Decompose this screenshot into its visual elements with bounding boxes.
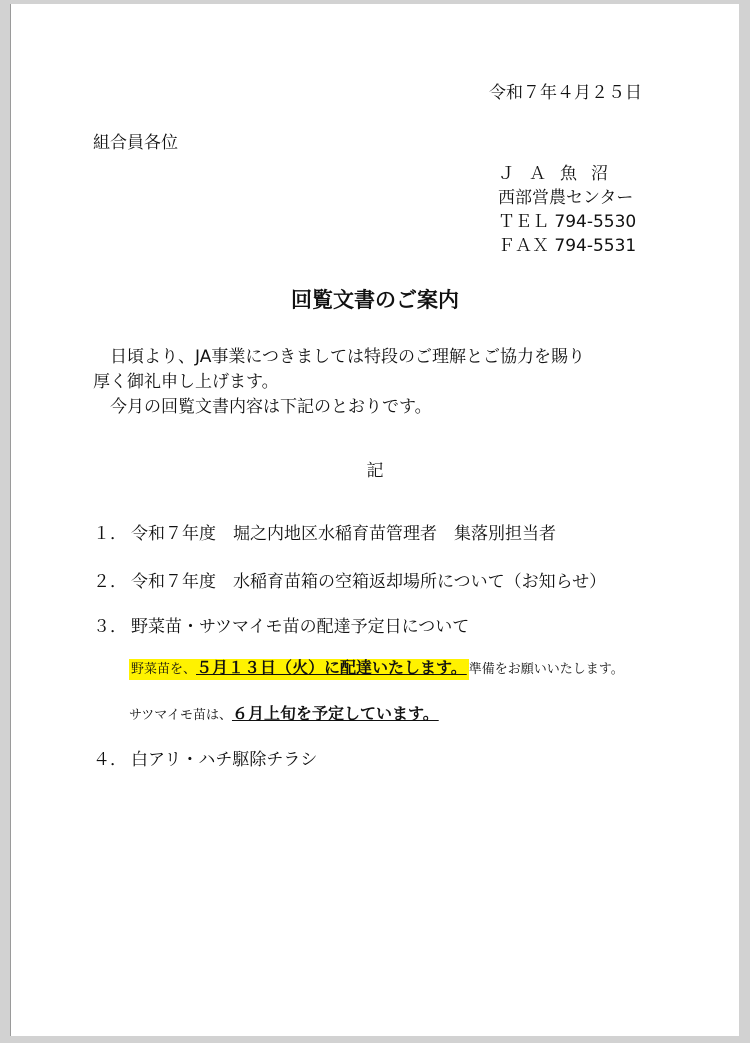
item-number: ２． (93, 572, 127, 592)
item-text: 白アリ・ハチ駆除チラシ (131, 750, 318, 770)
document-title: 回覧文書のご案内 (291, 288, 459, 312)
schedule-emphasis: ６月上旬を予定しています。 (231, 704, 439, 723)
highlighted-notice (129, 659, 469, 680)
item-number: ３． (93, 617, 127, 637)
item-number: １． (93, 524, 127, 544)
sweet-potato-note (129, 701, 439, 724)
greeting-text (93, 345, 585, 420)
item-text: 野菜苗・サツマイモ苗の配達予定日について (131, 617, 470, 637)
recipient: 組合員各位 (93, 133, 178, 153)
list-item (93, 567, 606, 592)
note-prefix: サツマイモ苗は、 (129, 708, 232, 723)
note-suffix: 準備をお願いいたします。 (468, 662, 624, 677)
item-text: 令和７年度 堀之内地区水稲育苗管理者 集落別担当者 (131, 524, 556, 544)
list-item (93, 612, 469, 637)
sender-block (498, 162, 636, 258)
note-prefix: 野菜苗を、 (131, 662, 197, 677)
list-item (93, 519, 556, 544)
document-page (10, 4, 739, 1036)
list-item (93, 745, 317, 770)
greeting-line-3: 今月の回覧文書内容は下記のとおりです。 (93, 397, 432, 417)
sender-dept: 西部営農センター (498, 188, 634, 208)
delivery-date-emphasis: ５月１３日（火）に配達いたします。 (196, 658, 467, 677)
greeting-line-1: 日頃より、JA事業につきましては特段のご理解とご協力を賜り (93, 347, 586, 367)
greeting-line-2: 厚く御礼申し上げます。 (93, 372, 279, 392)
item-number: ４． (93, 750, 127, 770)
ki-heading: 記 (366, 461, 384, 481)
sender-tel: ＴＥＬ 794-5530 (498, 212, 637, 232)
sender-org: ＪＡ魚沼 (498, 164, 622, 184)
document-date: 令和７年４月２５日 (489, 83, 642, 103)
item-text: 令和７年度 水稲育苗箱の空箱返却場所について（お知らせ） (131, 572, 607, 592)
sender-fax: ＦＡＸ 794-5531 (498, 236, 637, 256)
vegetable-delivery-note (129, 655, 624, 678)
